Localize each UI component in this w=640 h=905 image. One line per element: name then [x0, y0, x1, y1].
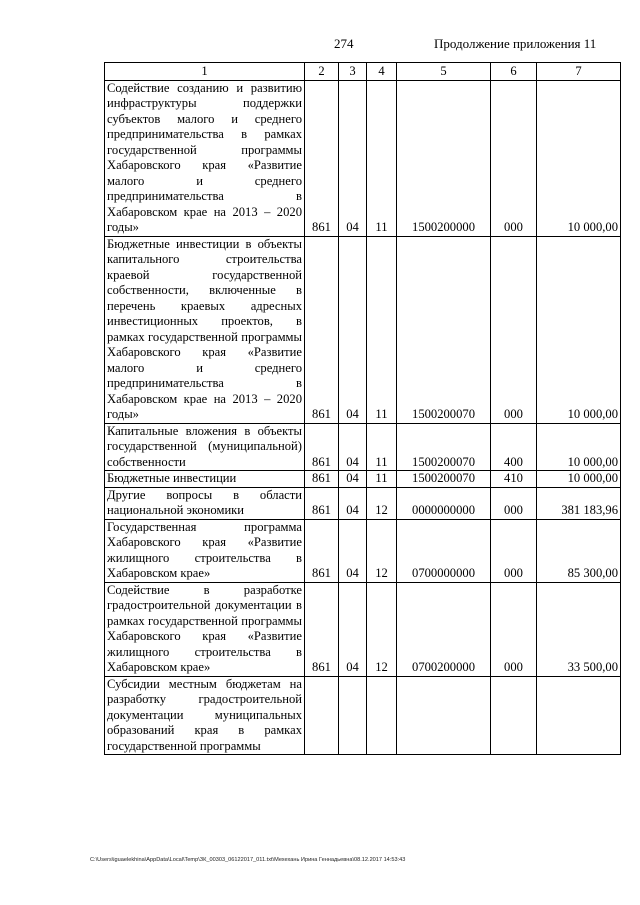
budget-table: [104, 62, 621, 755]
cell-expense-type: 000: [491, 236, 537, 423]
cell-amount: 85 300,00: [537, 519, 621, 582]
table-row: [105, 80, 621, 236]
cell-subsection: 11: [367, 423, 397, 471]
row-name: Бюджетные инвестиции: [105, 471, 305, 488]
row-name: Государственная программа Хабаровского края «Развитие жилищного строительства в Хабаровском крае»: [105, 519, 305, 582]
cell-subsection: 12: [367, 487, 397, 519]
table-row: [105, 236, 621, 423]
cell-section: 04: [339, 487, 367, 519]
cell-ministry: 861: [305, 236, 339, 423]
file-path-footer: C:\Users\iguaelekhina\AppData\Local\Temp\ЗК_00303_06122017_011.txt\Мехехань Ирина Геннадьевна\08.12.2017 14:53:43: [90, 857, 406, 863]
cell-section: 04: [339, 80, 367, 236]
header-row: [105, 63, 621, 81]
cell-target-code: 0700200000: [397, 582, 491, 676]
cell-subsection: 11: [367, 471, 397, 488]
cell-target-code: 1500200000: [397, 80, 491, 236]
cell-amount: [537, 676, 621, 755]
cell-section: 04: [339, 582, 367, 676]
cell-amount: 10 000,00: [537, 236, 621, 423]
table-row: [105, 471, 621, 488]
cell-expense-type: 000: [491, 582, 537, 676]
row-name: Другие вопросы в области национальной экономики: [105, 487, 305, 519]
cell-section: 04: [339, 471, 367, 488]
cell-target-code: [397, 676, 491, 755]
table-row: [105, 676, 621, 755]
table-row: [105, 423, 621, 471]
row-name: Содействие в разработке градостроительной документации в рамках государственной программы Хабаровского края «Развитие жилищного строительства в Хабаровском крае»: [105, 582, 305, 676]
column-header: 3: [339, 63, 367, 81]
row-name: Субсидии местным бюджетам на разработку градостроительной документации муниципальных образований края в рамках государственной программы: [105, 676, 305, 755]
cell-subsection: 12: [367, 519, 397, 582]
cell-subsection: [367, 676, 397, 755]
cell-amount: 33 500,00: [537, 582, 621, 676]
cell-section: 04: [339, 519, 367, 582]
cell-target-code: 1500200070: [397, 423, 491, 471]
cell-expense-type: 400: [491, 423, 537, 471]
cell-amount: 10 000,00: [537, 80, 621, 236]
cell-expense-type: 000: [491, 487, 537, 519]
cell-target-code: 0700000000: [397, 519, 491, 582]
cell-ministry: 861: [305, 519, 339, 582]
cell-target-code: 0000000000: [397, 487, 491, 519]
cell-amount: 10 000,00: [537, 471, 621, 488]
row-name: Капитальные вложения в объекты государственной (муниципальной) собственности: [105, 423, 305, 471]
cell-expense-type: 410: [491, 471, 537, 488]
cell-target-code: 1500200070: [397, 471, 491, 488]
cell-section: 04: [339, 423, 367, 471]
continuation-title: Продолжение приложения 11: [434, 36, 597, 51]
table-row: [105, 582, 621, 676]
cell-ministry: 861: [305, 423, 339, 471]
column-header: 7: [537, 63, 621, 81]
column-header: 6: [491, 63, 537, 81]
column-header: 4: [367, 63, 397, 81]
cell-expense-type: 000: [491, 80, 537, 236]
cell-amount: 10 000,00: [537, 423, 621, 471]
cell-ministry: 861: [305, 487, 339, 519]
table-row: [105, 519, 621, 582]
cell-ministry: [305, 676, 339, 755]
cell-subsection: 11: [367, 80, 397, 236]
column-header: 2: [305, 63, 339, 81]
column-header: 5: [397, 63, 491, 81]
cell-section: [339, 676, 367, 755]
cell-ministry: 861: [305, 80, 339, 236]
table-row: [105, 487, 621, 519]
cell-subsection: 12: [367, 582, 397, 676]
row-name: Бюджетные инвестиции в объекты капитального строительства краевой государственной собственности, включенные в перечень краевых адресных инвестиционных проектов, в рамках государственной программы Хабаровского края «Развитие малого и среднего предпринимательства в Хабаровском крае на 2013 – 2020 годы»: [105, 236, 305, 423]
cell-section: 04: [339, 236, 367, 423]
cell-ministry: 861: [305, 471, 339, 488]
cell-subsection: 11: [367, 236, 397, 423]
row-name: Содействие созданию и развитию инфраструктуры поддержки субъектов малого и среднего предпринимательства в рамках государственной программы Хабаровского края «Развитие малого и среднего предпринимательства в Хабаровском крае на 2013 – 2020 годы»: [105, 80, 305, 236]
page-number: 274: [334, 36, 354, 51]
cell-target-code: 1500200070: [397, 236, 491, 423]
cell-expense-type: 000: [491, 519, 537, 582]
cell-amount: 381 183,96: [537, 487, 621, 519]
cell-expense-type: [491, 676, 537, 755]
cell-ministry: 861: [305, 582, 339, 676]
column-header: 1: [105, 63, 305, 81]
